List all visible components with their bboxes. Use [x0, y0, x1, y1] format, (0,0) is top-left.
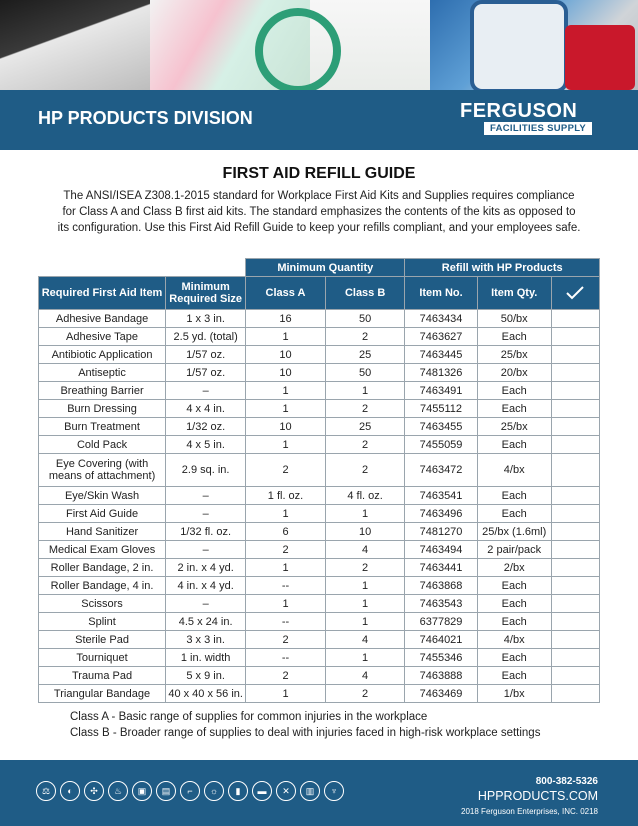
table-row [39, 400, 600, 418]
item-qty-cell: Each [477, 667, 551, 685]
class-a-cell: 2 [246, 454, 326, 487]
item-qty-cell: 1/bx [477, 685, 551, 703]
table-row [39, 685, 600, 703]
class-a-cell: 1 [246, 328, 326, 346]
item-qty-cell: 25/bx (1.6ml) [477, 523, 551, 541]
aed-device [470, 0, 568, 93]
item-qty-cell: Each [477, 505, 551, 523]
col-header-item-qty: Item Qty. [477, 277, 551, 310]
size-cell: 2.5 yd. (total) [166, 328, 246, 346]
fan-icon: ✣ [84, 781, 104, 801]
class-b-cell: 1 [325, 595, 405, 613]
class-a-cell: 16 [246, 310, 326, 328]
item-qty-cell: Each [477, 400, 551, 418]
check-cell[interactable] [551, 685, 599, 703]
ferguson-logo [454, 100, 604, 136]
class-b-cell: 25 [325, 346, 405, 364]
item-qty-cell: 4/bx [477, 631, 551, 649]
table-row [39, 346, 600, 364]
check-cell[interactable] [551, 436, 599, 454]
intro-paragraph [40, 188, 598, 236]
class-b-cell: 1 [325, 577, 405, 595]
cleaning-icon: ◐ [60, 781, 80, 801]
check-cell[interactable] [551, 418, 599, 436]
check-cell[interactable] [551, 364, 599, 382]
table-row [39, 613, 600, 631]
item-no-cell: 7464021 [405, 631, 477, 649]
group-header-row [39, 259, 600, 277]
class-b-cell: 4 fl. oz. [325, 487, 405, 505]
item-qty-cell: 20/bx [477, 364, 551, 382]
table-row [39, 454, 600, 487]
class-a-cell: -- [246, 649, 326, 667]
copyright: 2018 Ferguson Enterprises, INC. 0218 [461, 807, 598, 816]
class-a-cell: -- [246, 613, 326, 631]
class-b-cell: 1 [325, 382, 405, 400]
intro-line: its configuration. Use this First Aid Refill Guide to keep your refills compliant, and your employees safe. [57, 222, 581, 234]
check-cell[interactable] [551, 328, 599, 346]
size-cell: – [166, 487, 246, 505]
class-a-cell: 1 [246, 595, 326, 613]
col-header-item: Required First Aid Item [39, 277, 166, 310]
item-cell: Cold Pack [39, 436, 166, 454]
item-cell: Splint [39, 613, 166, 631]
paper-towel-icon: ▤ [156, 781, 176, 801]
dispenser-icon: ▣ [132, 781, 152, 801]
check-cell[interactable] [551, 310, 599, 328]
size-cell: 3 x 3 in. [166, 631, 246, 649]
check-cell[interactable] [551, 400, 599, 418]
check-cell[interactable] [551, 523, 599, 541]
col-header-item-no: Item No. [405, 277, 477, 310]
size-cell: 4 in. x 4 yd. [166, 577, 246, 595]
class-a-cell: 2 [246, 541, 326, 559]
item-cell: Medical Exam Gloves [39, 541, 166, 559]
item-no-cell: 7455112 [405, 400, 477, 418]
check-cell[interactable] [551, 595, 599, 613]
size-cell: 2 in. x 4 yd. [166, 559, 246, 577]
class-b-cell: 1 [325, 613, 405, 631]
refill-group-header: Refill with HP Products [405, 259, 600, 277]
item-cell: Burn Treatment [39, 418, 166, 436]
size-cell: 1/32 oz. [166, 418, 246, 436]
item-cell: First Aid Guide [39, 505, 166, 523]
item-cell: Tourniquet [39, 649, 166, 667]
check-cell[interactable] [551, 454, 599, 487]
check-cell[interactable] [551, 541, 599, 559]
class-a-cell: 1 fl. oz. [246, 487, 326, 505]
size-cell: 1/32 fl. oz. [166, 523, 246, 541]
col-header-class-b: Class B [325, 277, 405, 310]
min-qty-group-header: Minimum Quantity [246, 259, 405, 277]
faucet-icon: ⌐ [180, 781, 200, 801]
item-cell: Eye/Skin Wash [39, 487, 166, 505]
item-qty-cell: Each [477, 382, 551, 400]
item-cell: Burn Dressing [39, 400, 166, 418]
table-row [39, 382, 600, 400]
item-qty-cell: Each [477, 436, 551, 454]
paint-roller-icon: ▬ [252, 781, 272, 801]
check-cell[interactable] [551, 346, 599, 364]
table-row [39, 418, 600, 436]
size-cell: 5 x 9 in. [166, 667, 246, 685]
class-a-cell: 1 [246, 436, 326, 454]
class-b-cell: 4 [325, 631, 405, 649]
size-cell: 1 in. width [166, 649, 246, 667]
item-qty-cell: Each [477, 487, 551, 505]
size-cell: 40 x 40 x 56 in. [166, 685, 246, 703]
item-no-cell: 7463491 [405, 382, 477, 400]
item-no-cell: 6377829 [405, 613, 477, 631]
item-cell: Antibiotic Application [39, 346, 166, 364]
table-row [39, 436, 600, 454]
table-row [39, 577, 600, 595]
battery-icon: ▮ [228, 781, 248, 801]
table-row [39, 364, 600, 382]
check-cell[interactable] [551, 631, 599, 649]
item-no-cell: 7481270 [405, 523, 477, 541]
size-cell: – [166, 541, 246, 559]
check-cell[interactable] [551, 577, 599, 595]
item-cell: Scissors [39, 595, 166, 613]
item-cell: Breathing Barrier [39, 382, 166, 400]
check-cell[interactable] [551, 559, 599, 577]
size-cell: 4.5 x 24 in. [166, 613, 246, 631]
scissors-handle-shape [255, 8, 341, 94]
class-a-cell: 1 [246, 505, 326, 523]
check-cell[interactable] [551, 487, 599, 505]
class-b-cell: 2 [325, 328, 405, 346]
class-a-cell: 1 [246, 400, 326, 418]
class-b-cell: 4 [325, 667, 405, 685]
class-b-cell: 2 [325, 436, 405, 454]
class-a-cell: 1 [246, 685, 326, 703]
item-qty-cell: 2 pair/pack [477, 541, 551, 559]
table-row [39, 649, 600, 667]
size-cell: 1/57 oz. [166, 346, 246, 364]
check-cell[interactable] [551, 382, 599, 400]
item-no-cell: 7463868 [405, 577, 477, 595]
table-row [39, 505, 600, 523]
class-b-cell: 1 [325, 505, 405, 523]
supplies-photo [0, 0, 150, 90]
trash-can-icon: ▥ [300, 781, 320, 801]
item-qty-cell: 25/bx [477, 418, 551, 436]
check-cell[interactable] [551, 505, 599, 523]
blank-header-cell [39, 259, 246, 277]
item-no-cell: 7463543 [405, 595, 477, 613]
item-qty-cell: 25/bx [477, 346, 551, 364]
class-a-cell: 10 [246, 346, 326, 364]
col-header-class-a: Class A [246, 277, 326, 310]
size-cell: 1/57 oz. [166, 364, 246, 382]
table-row [39, 541, 600, 559]
refill-table [38, 258, 600, 703]
item-no-cell: 7463888 [405, 667, 477, 685]
first-aid-box [565, 25, 635, 90]
phone-number[interactable]: 800-382-5326 [535, 776, 598, 787]
table-row [39, 523, 600, 541]
item-cell: Eye Covering (with means of attachment) [39, 454, 166, 487]
intro-line: The ANSI/ISEA Z308.1-2015 standard for Workplace First Aid Kits and Supplies requires compliance [63, 190, 575, 202]
checkmark-icon [566, 286, 584, 300]
item-cell: Antiseptic [39, 364, 166, 382]
item-no-cell: 7455346 [405, 649, 477, 667]
table-row [39, 559, 600, 577]
item-qty-cell: 4/bx [477, 454, 551, 487]
plumbing-icon: ♆ [324, 781, 344, 801]
banner-title: HP PRODUCTS DIVISION [38, 108, 253, 128]
item-no-cell: 7463541 [405, 487, 477, 505]
class-b-cell: 2 [325, 685, 405, 703]
size-cell: – [166, 595, 246, 613]
product-category-icons [36, 781, 344, 801]
table-row [39, 667, 600, 685]
size-cell: 2.9 sq. in. [166, 454, 246, 487]
class-b-cell: 4 [325, 541, 405, 559]
item-no-cell: 7463496 [405, 505, 477, 523]
class-b-cell: 2 [325, 559, 405, 577]
table-body [39, 310, 600, 703]
check-cell[interactable] [551, 613, 599, 631]
item-cell: Adhesive Tape [39, 328, 166, 346]
class-b-cell: 10 [325, 523, 405, 541]
col-header-check [551, 277, 599, 310]
class-a-cell: 6 [246, 523, 326, 541]
note-class-a: Class A - Basic range of supplies for common injuries in the workplace [70, 711, 428, 723]
item-no-cell: 7463445 [405, 346, 477, 364]
item-no-cell: 7463441 [405, 559, 477, 577]
item-qty-cell: 50/bx [477, 310, 551, 328]
page-title: FIRST AID REFILL GUIDE [222, 165, 416, 182]
size-cell: 1 x 3 in. [166, 310, 246, 328]
table-row [39, 328, 600, 346]
check-cell[interactable] [551, 649, 599, 667]
class-a-cell: -- [246, 577, 326, 595]
item-qty-cell: Each [477, 595, 551, 613]
item-qty-cell: Each [477, 613, 551, 631]
class-a-cell: 10 [246, 418, 326, 436]
item-cell: Sterile Pad [39, 631, 166, 649]
class-notes [70, 709, 540, 741]
size-cell: – [166, 382, 246, 400]
class-a-cell: 1 [246, 559, 326, 577]
item-no-cell: 7463469 [405, 685, 477, 703]
class-b-cell: 2 [325, 400, 405, 418]
scale-icon: ⚖ [36, 781, 56, 801]
contact-block [461, 776, 598, 816]
logo-subtitle: FACILITIES SUPPLY [484, 122, 592, 135]
class-b-cell: 25 [325, 418, 405, 436]
lighting-icon: ☼ [204, 781, 224, 801]
item-cell: Hand Sanitizer [39, 523, 166, 541]
item-no-cell: 7455059 [405, 436, 477, 454]
table-row [39, 310, 600, 328]
note-class-b: Class B - Broader range of supplies to deal with injuries faced in high-risk workplace settings [70, 727, 541, 739]
item-no-cell: 7463494 [405, 541, 477, 559]
table-row [39, 487, 600, 505]
item-qty-cell: Each [477, 649, 551, 667]
item-no-cell: 7463472 [405, 454, 477, 487]
intro-line: for Class A and Class B first aid kits. The standard emphasizes the contents of the kits as opposed to [62, 206, 576, 218]
item-qty-cell: Each [477, 328, 551, 346]
website-link[interactable]: HPPRODUCTS.COM [477, 789, 598, 803]
class-a-cell: 2 [246, 631, 326, 649]
class-b-cell: 50 [325, 364, 405, 382]
item-qty-cell: Each [477, 577, 551, 595]
item-no-cell: 7481326 [405, 364, 477, 382]
item-cell: Adhesive Bandage [39, 310, 166, 328]
class-a-cell: 2 [246, 667, 326, 685]
size-cell: 4 x 5 in. [166, 436, 246, 454]
item-cell: Trauma Pad [39, 667, 166, 685]
item-no-cell: 7463627 [405, 328, 477, 346]
item-no-cell: 7463434 [405, 310, 477, 328]
column-header-row [39, 277, 600, 310]
size-cell: 4 x 4 in. [166, 400, 246, 418]
class-a-cell: 1 [246, 382, 326, 400]
tools-icon: ✕ [276, 781, 296, 801]
logo-brand: FERGUSON [460, 100, 578, 122]
table-row [39, 631, 600, 649]
class-b-cell: 1 [325, 649, 405, 667]
size-cell: – [166, 505, 246, 523]
class-b-cell: 2 [325, 454, 405, 487]
item-cell: Roller Bandage, 2 in. [39, 559, 166, 577]
spray-bottle-icon: ♨ [108, 781, 128, 801]
item-qty-cell: 2/bx [477, 559, 551, 577]
table-row [39, 595, 600, 613]
col-header-size: Minimum Required Size [166, 277, 246, 310]
item-cell: Roller Bandage, 4 in. [39, 577, 166, 595]
item-no-cell: 7463455 [405, 418, 477, 436]
item-cell: Triangular Bandage [39, 685, 166, 703]
class-a-cell: 10 [246, 364, 326, 382]
class-b-cell: 50 [325, 310, 405, 328]
check-cell[interactable] [551, 667, 599, 685]
